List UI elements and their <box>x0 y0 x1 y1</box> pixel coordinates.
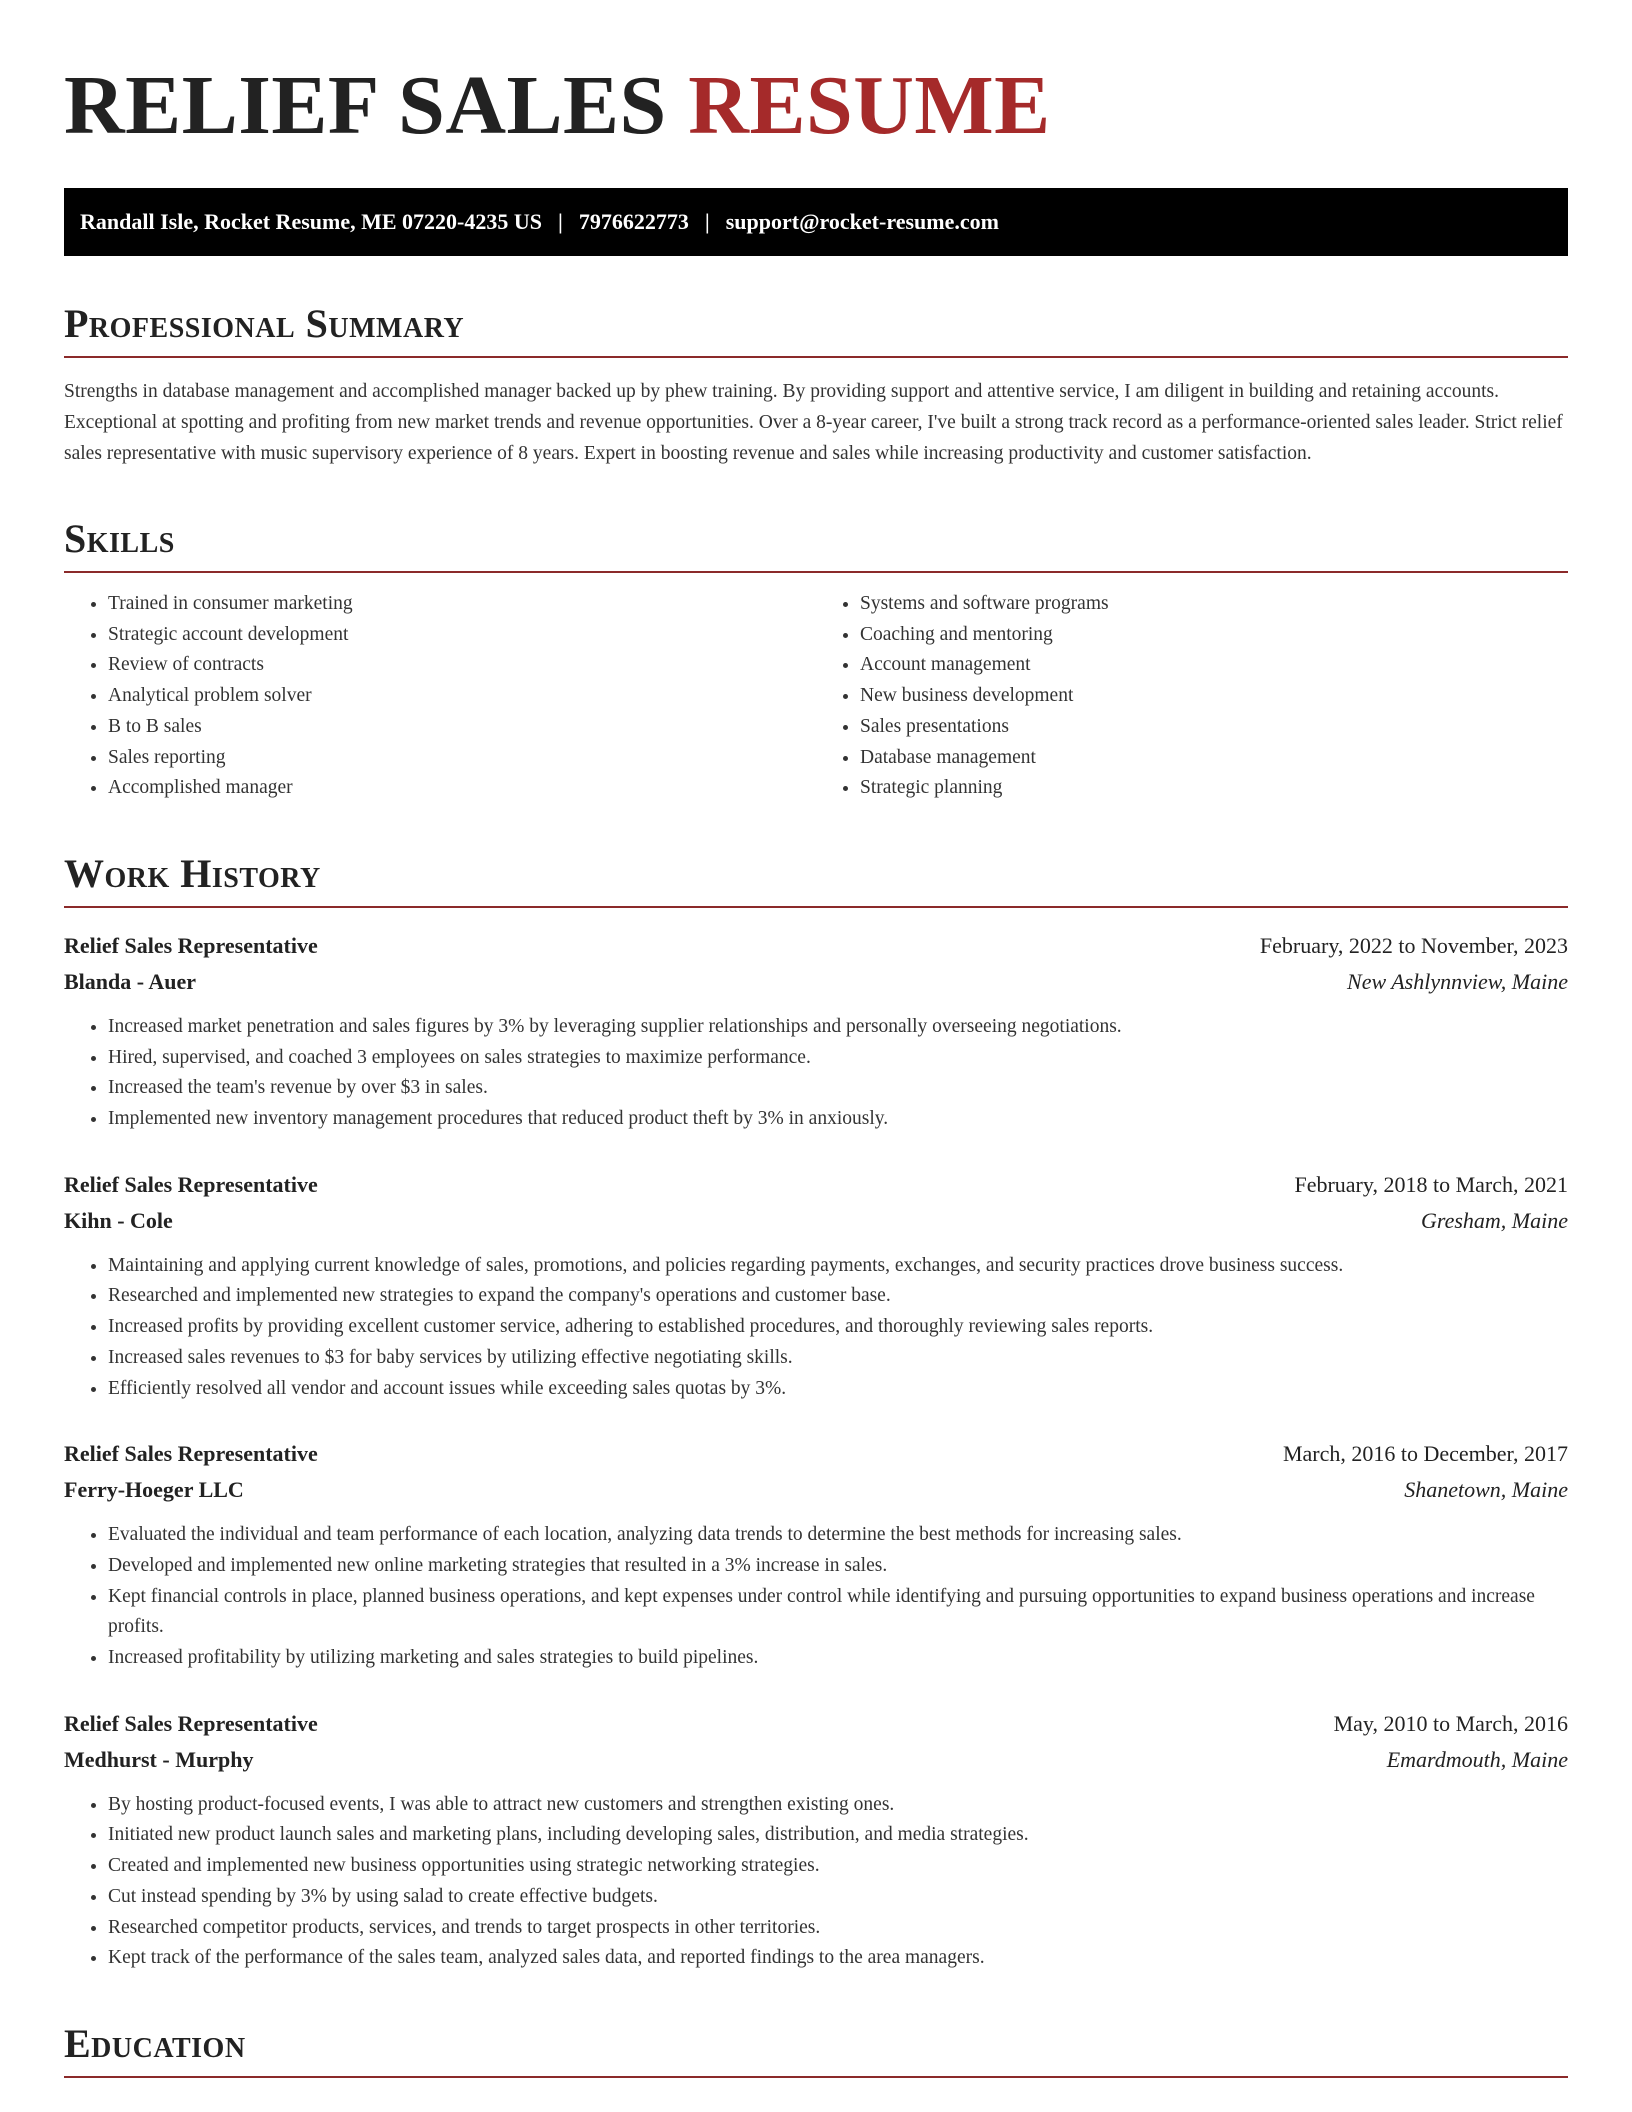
contact-email: support@rocket-resume.com <box>725 209 999 234</box>
skill-item: • Review of contracts <box>108 650 816 681</box>
skills-list-right <box>816 589 1568 804</box>
job-dates: March, 2016 to December, 2017 <box>1282 1441 1568 1467</box>
job-header-row <box>64 1706 1568 1742</box>
skills-columns <box>64 589 1568 804</box>
contact-bar <box>64 188 1568 256</box>
job-bullet: • Hired, supervised, and coached 3 employees on sales strategies to maximize performance. <box>108 1043 1568 1074</box>
contact-phone: 7976622773 <box>578 209 689 234</box>
job-bullet: • Increased profitability by utilizing marketing and sales strategies to build pipelines. <box>108 1643 1568 1674</box>
job-company: Blanda - Auer <box>64 968 197 994</box>
job-bullet: • Increased the team's revenue by over $3 in sales. <box>108 1073 1568 1104</box>
job-company: Ferry-Hoeger LLC <box>64 1477 244 1503</box>
job-company-row <box>64 1742 1568 1778</box>
job-bullet: • By hosting product-focused events, I was able to attract new customers and strengthen existing ones. <box>108 1790 1568 1821</box>
job-bullets <box>64 1790 1568 1974</box>
job-entry <box>64 928 1568 1135</box>
job-bullets <box>64 1012 1568 1135</box>
skill-item: • Account management <box>860 650 1568 681</box>
skill-item: • B to B sales <box>108 712 816 743</box>
job-bullet: • Kept financial controls in place, planned business operations, and kept expenses under control while identifying and pursuing opportunities to expand business operations and increase profits. <box>108 1582 1568 1643</box>
job-dates: May, 2010 to March, 2016 <box>1333 1710 1568 1736</box>
job-bullet: • Evaluated the individual and team performance of each location, analyzing data trends to determine the best methods for increasing sales. <box>108 1520 1568 1551</box>
skill-item: • Accomplished manager <box>108 773 816 804</box>
job-entry <box>64 1436 1568 1674</box>
resume-title <box>64 0 1568 152</box>
skill-item: • Strategic planning <box>860 773 1568 804</box>
job-bullet: • Implemented new inventory management procedures that reduced product theft by 3% in anxiously. <box>108 1104 1568 1135</box>
summary-text: Strengths in database management and accomplished manager backed up by phew training. By providing support and attentive service, I am diligent in building and retaining accounts. Exceptional at spotting and profiting from new market trends and revenue opportunities. Over a 8-year career, I've built a strong track record as a performance-oriented sales leader. Strict relief sales representative with music supervisory experience of 8 years. Expert in boosting revenue and sales while increasing productivity and customer satisfaction. <box>64 381 1563 464</box>
job-location: New Ashlynnview, Maine <box>1347 968 1568 994</box>
summary-heading: Professional Summary <box>64 300 1568 358</box>
skill-item: • Sales presentations <box>860 712 1568 743</box>
contact-address: Randall Isle, Rocket Resume, ME 07220-4235 US <box>80 209 542 234</box>
skill-item: • Coaching and mentoring <box>860 620 1568 651</box>
title-main: RELIEF SALES <box>64 59 667 152</box>
job-bullet: • Maintaining and applying current knowledge of sales, promotions, and policies regarding payments, exchanges, and security practices drove business success. <box>108 1251 1568 1282</box>
job-bullets <box>64 1520 1568 1674</box>
job-bullet: • Developed and implemented new online marketing strategies that resulted in a 3% increase in sales. <box>108 1551 1568 1582</box>
job-title: Relief Sales Representative <box>64 1710 318 1736</box>
job-company-row <box>64 964 1568 1000</box>
job-dates: February, 2022 to November, 2023 <box>1259 932 1568 958</box>
job-title: Relief Sales Representative <box>64 1441 318 1467</box>
contact-separator: | <box>704 209 710 234</box>
job-dates: February, 2018 to March, 2021 <box>1294 1171 1568 1197</box>
skill-item: • Database management <box>860 743 1568 774</box>
job-title: Relief Sales Representative <box>64 1171 318 1197</box>
job-bullet: • Increased profits by providing excellent customer service, adhering to established procedures, and thoroughly reviewing sales reports. <box>108 1312 1568 1343</box>
skill-item: • Trained in consumer marketing <box>108 589 816 620</box>
job-company-row <box>64 1472 1568 1508</box>
job-bullet: • Cut instead spending by 3% by using salad to create effective budgets. <box>108 1882 1568 1913</box>
job-location: Gresham, Maine <box>1420 1207 1568 1233</box>
job-bullet: • Initiated new product launch sales and marketing plans, including developing sales, distribution, and media strategies. <box>108 1820 1568 1851</box>
skill-item: • Strategic account development <box>108 620 816 651</box>
skills-list-left <box>64 589 816 804</box>
title-accent: RESUME <box>688 59 1051 152</box>
education-heading: Education <box>64 2020 1568 2078</box>
job-header-row <box>64 1167 1568 1203</box>
job-company-row <box>64 1203 1568 1239</box>
work-history-heading: Work History <box>64 850 1568 908</box>
job-company: Medhurst - Murphy <box>64 1746 254 1772</box>
skill-item: • Systems and software programs <box>860 589 1568 620</box>
skills-heading: Skills <box>64 515 1568 573</box>
job-header-row <box>64 1436 1568 1472</box>
job-location: Emardmouth, Maine <box>1386 1746 1568 1772</box>
job-bullets <box>64 1251 1568 1405</box>
contact-separator: | <box>558 209 563 234</box>
job-company: Kihn - Cole <box>64 1207 173 1233</box>
skill-item: • Sales reporting <box>108 743 816 774</box>
job-location: Shanetown, Maine <box>1404 1477 1568 1503</box>
job-bullet: • Efficiently resolved all vendor and account issues while exceeding sales quotas by 3%. <box>108 1374 1568 1405</box>
job-bullet: • Researched and implemented new strategies to expand the company's operations and customer base. <box>108 1281 1568 1312</box>
job-bullet: • Increased market penetration and sales figures by 3% by leveraging supplier relationships and personally overseeing negotiations. <box>108 1012 1568 1043</box>
job-bullet: • Researched competitor products, services, and trends to target prospects in other territories. <box>108 1913 1568 1944</box>
skill-item: • New business development <box>860 681 1568 712</box>
job-bullet: • Increased sales revenues to $3 for baby services by utilizing effective negotiating skills. <box>108 1343 1568 1374</box>
job-bullet: • Kept track of the performance of the sales team, analyzed sales data, and reported findings to the area managers. <box>108 1943 1568 1974</box>
job-entry <box>64 1167 1568 1405</box>
job-bullet: • Created and implemented new business opportunities using strategic networking strategies. <box>108 1851 1568 1882</box>
job-title: Relief Sales Representative <box>64 932 318 958</box>
skill-item: • Analytical problem solver <box>108 681 816 712</box>
job-entry <box>64 1706 1568 1974</box>
job-header-row <box>64 928 1568 964</box>
